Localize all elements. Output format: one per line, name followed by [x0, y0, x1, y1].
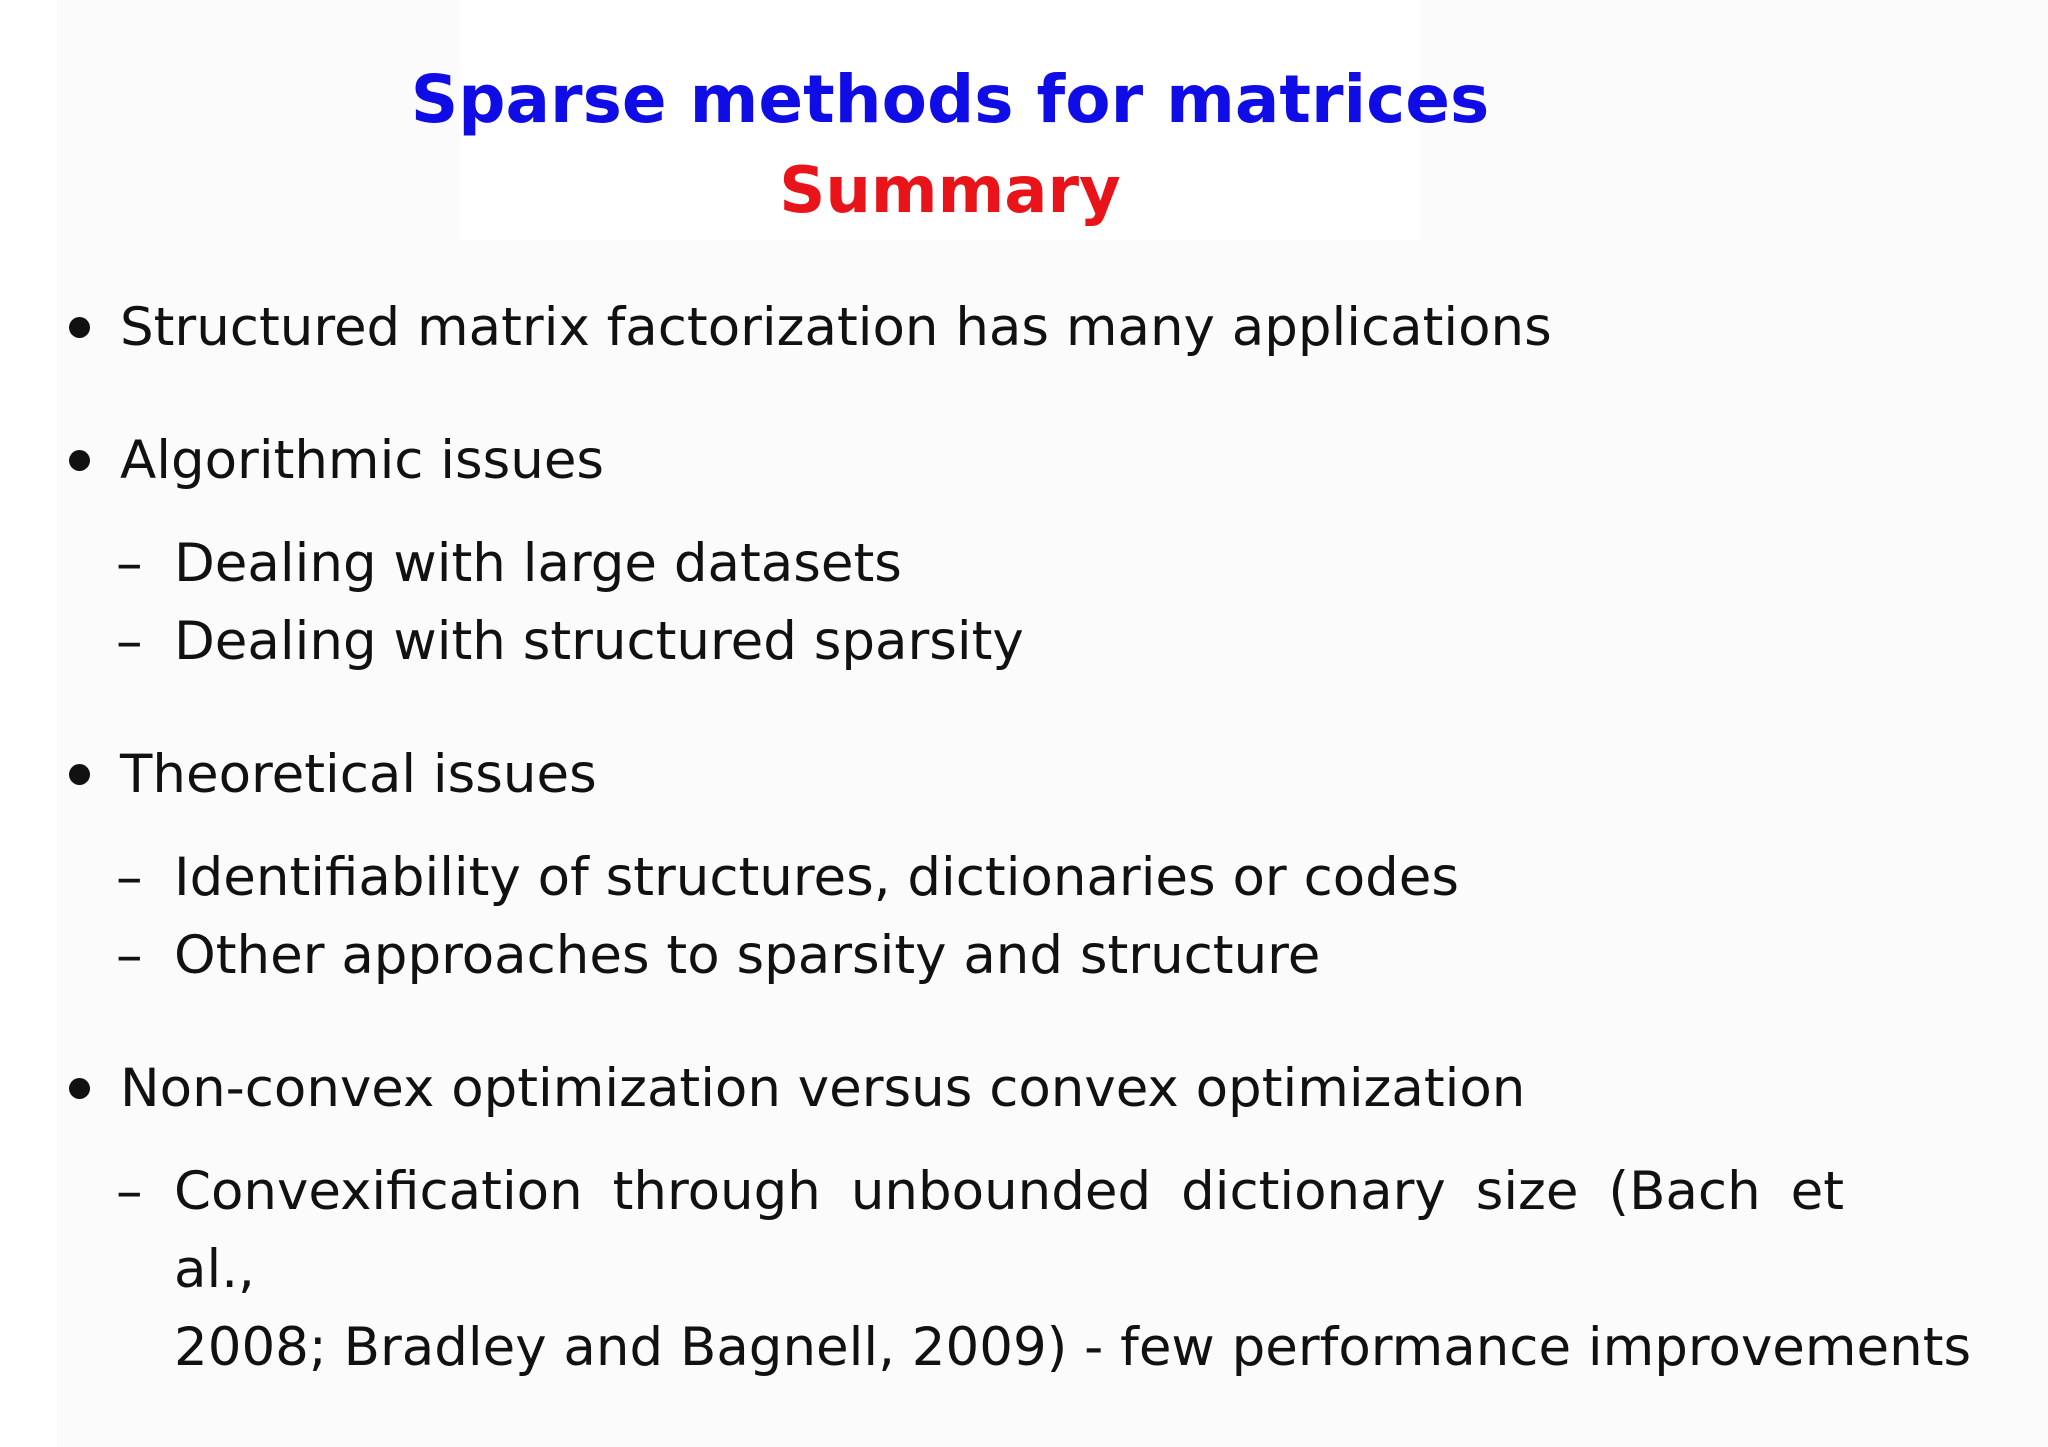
bullet-item — [120, 294, 1552, 362]
sub-item-text: Other approaches to sparsity and structure — [174, 925, 1321, 986]
sub-item-text: Dealing with large datasets — [174, 533, 902, 594]
dash-icon: – — [116, 533, 143, 594]
bullet-text: Non-convex optimization versus convex optimization — [120, 1058, 1526, 1119]
bullet-dot-icon — [69, 1078, 90, 1099]
sub-item-text: Dealing with structured sparsity — [174, 611, 1024, 672]
sub-item — [116, 530, 902, 598]
bullet-dot-icon — [69, 764, 90, 785]
sub-item — [116, 1153, 1972, 1387]
dash-icon: – — [116, 925, 143, 986]
bullet-text: Algorithmic issues — [120, 430, 605, 491]
sub-item-text-line-1: Convexification through unbounded dictionary size (Bach et al., — [174, 1161, 1844, 1300]
sub-item-text: Identifiability of structures, dictionaries or codes — [174, 847, 1459, 908]
slide-subtitle: Summary — [779, 154, 1121, 228]
slide-title: Sparse methods for matrices — [410, 61, 1490, 138]
dash-icon: – — [116, 611, 143, 672]
bullet-text: Structured matrix factorization has many applications — [120, 297, 1552, 358]
bullet-item — [120, 427, 604, 495]
dash-icon: – — [116, 847, 143, 908]
sub-item — [116, 608, 1024, 676]
sub-item — [116, 922, 1321, 990]
sub-item-text-line-2: 2008; Bradley and Bagnell, 2009) - few performance improvements — [174, 1317, 1972, 1378]
bullet-dot-icon — [69, 450, 90, 471]
dash-icon: – — [116, 1161, 143, 1222]
bullet-item — [120, 1055, 1525, 1123]
bullet-dot-icon — [69, 317, 90, 338]
sub-item — [116, 844, 1459, 912]
bullet-text: Theoretical issues — [120, 744, 597, 805]
bullet-item — [120, 741, 597, 809]
